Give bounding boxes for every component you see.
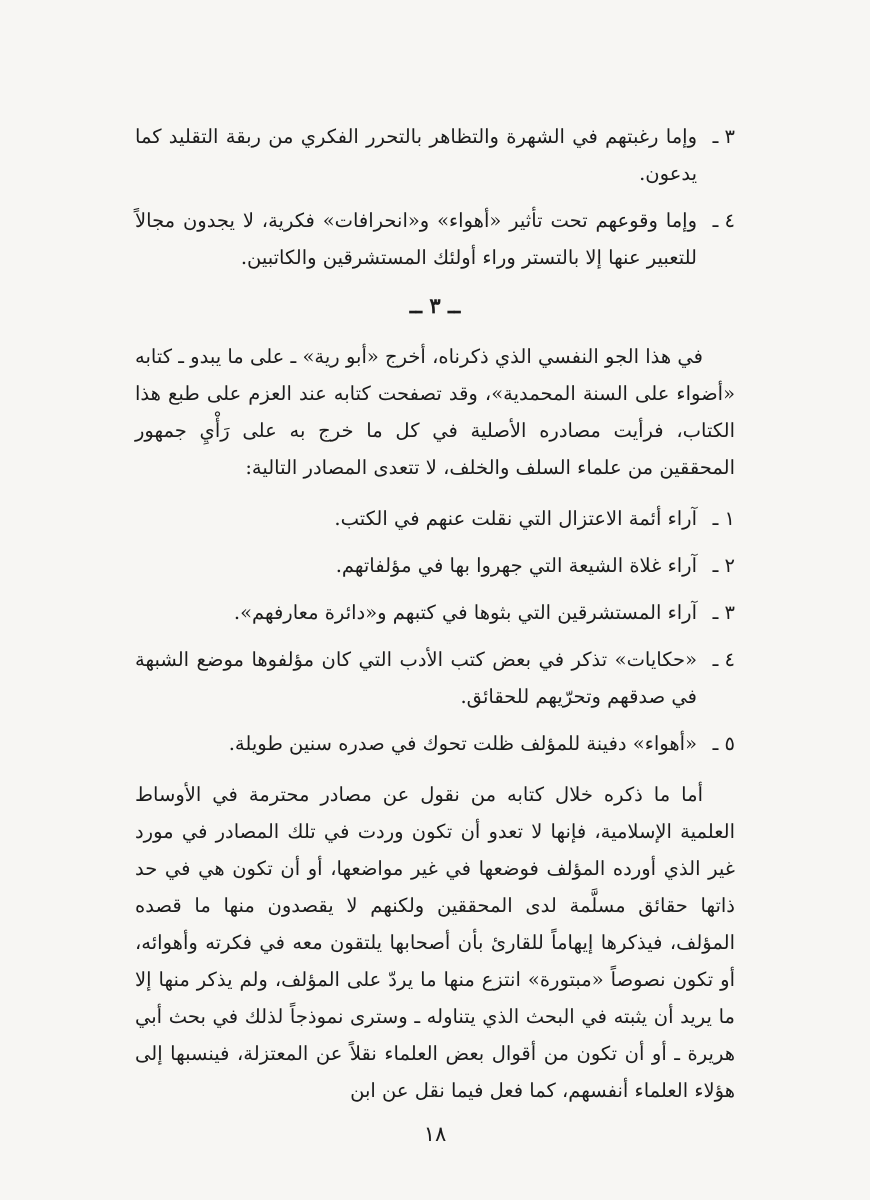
source-item-1 xyxy=(135,500,735,537)
list-text: «حكايات» تذكر في بعض كتب الأدب التي كان مؤلفوها موضع الشبهة في صدقهم وتحرّيهم للحقائق. xyxy=(135,648,697,708)
page-number: ١٨ xyxy=(423,1122,447,1146)
source-item-3 xyxy=(135,594,735,631)
list-text: آراء أئمة الاعتزال التي نقلت عنهم في الكتب. xyxy=(334,507,697,530)
intro-item-3 xyxy=(135,118,735,192)
source-item-2 xyxy=(135,547,735,584)
list-number: ١ ـ xyxy=(712,507,735,530)
sources-list xyxy=(135,500,735,762)
intro-item-4 xyxy=(135,202,735,276)
list-number: ٥ ـ xyxy=(712,732,735,755)
list-text: «أهواء» دفينة للمؤلف ظلت تحوك في صدره سنين طويلة. xyxy=(228,732,697,755)
list-text: آراء المستشرقين التي بثوها في كتبهم و«دائرة معارفهم». xyxy=(233,601,697,624)
list-text: وإما وقوعهم تحت تأثير «أهواء» و«انحرافات» فكرية، لا يجدون مجالاً للتعبير عنها إلا بالتستر وراء أولئك المستشرقين والكاتبين. xyxy=(135,209,697,269)
list-text: وإما رغبتهم في الشهرة والتظاهر بالتحرر الفكري من ربقة التقليد كما يدعون. xyxy=(135,125,697,185)
list-number: ٢ ـ xyxy=(712,554,735,577)
list-number: ٣ ـ xyxy=(712,601,735,624)
list-number: ٤ ـ xyxy=(712,648,735,671)
list-number: ٤ ـ xyxy=(712,209,735,232)
list-text: آراء غلاة الشيعة التي جهروا بها في مؤلفاتهم. xyxy=(335,554,697,577)
page-body xyxy=(135,118,735,1109)
list-number: ٣ ـ xyxy=(712,125,735,148)
paragraph-body: أما ما ذكره خلال كتابه من نقول عن مصادر محترمة في الأوساط العلمية الإسلامية، فإنها لا تعدو أن تكون وردت في تلك المصادر في مورد غير الذي أورده المؤلف فوضعها في غير مواضعها، أو أن تكون هي في حد ذاتها حقائق مسلَّمة لدى المحققين ولكنهم لا يقصدون منها ما قصده المؤلف، فيذكرها إيهاماً للقارئ بأن أصحابها يلتقون معه في فكرته وأهوائه، أو تكون نصوصاً «مبتورة» انتزع منها ما يردّ على المؤلف، ولم يذكر منها إلا ما يريد أن يثبته في البحث الذي يتناوله ـ وسترى نموذجاً لذلك في بحث أبي هريرة ـ أو أن تكون من أقوال بعض العلماء نقلاً عن المعتزلة، فينسبها إلى هؤلاء العلماء أنفسهم، كما فعل فيما نقل عن ابن xyxy=(135,783,735,1102)
source-item-5 xyxy=(135,725,735,762)
source-item-4 xyxy=(135,641,735,715)
paragraph-intro: في هذا الجو النفسي الذي ذكرناه، أخرج «أبو رية» ـ على ما يبدو ـ كتابه «أضواء على السنة المحمدية»، وقد تصفحت كتابه عند العزم على طبع هذا الكتاب، فرأيت مصادره الأصلية في كل ما خرج به على رَأْيِ جمهور المحققين من علماء السلف والخلف، لا تتعدى المصادر التالية: xyxy=(135,345,735,479)
section-marker: ــ ٣ ــ xyxy=(409,293,461,318)
